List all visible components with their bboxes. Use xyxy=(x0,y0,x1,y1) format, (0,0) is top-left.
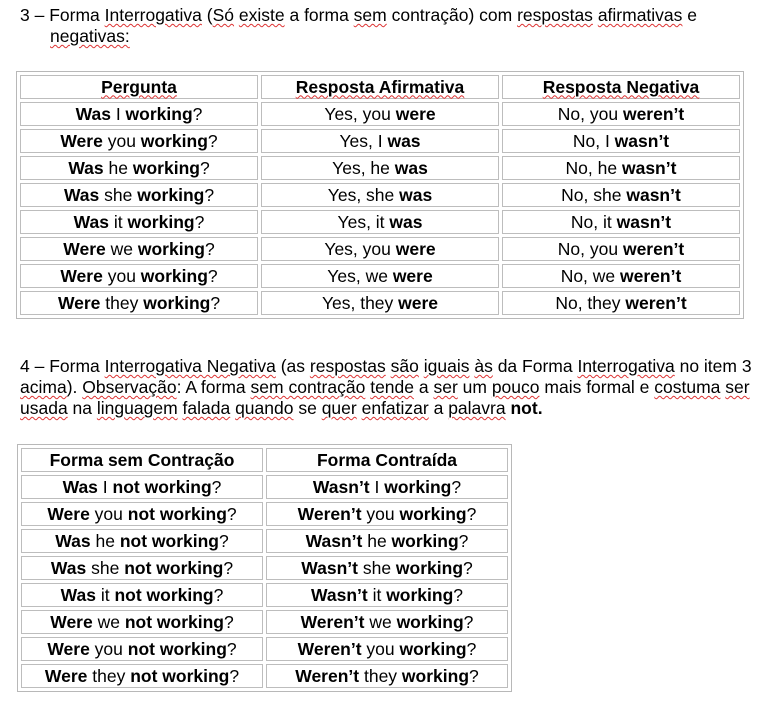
emphasis-word-not: not. xyxy=(510,398,543,418)
punctuation: ? xyxy=(453,584,464,605)
answer-text: Yes, I xyxy=(339,130,388,151)
table-row xyxy=(21,475,508,499)
table-cell xyxy=(20,291,258,315)
table-row xyxy=(21,610,508,634)
verb: Were xyxy=(60,265,103,286)
table-cell xyxy=(502,183,740,207)
header-forma-sem-contracao: Forma sem Contração xyxy=(49,449,235,470)
answer-text: Yes, it xyxy=(337,211,390,232)
answer-verb: was xyxy=(387,130,421,151)
answer-verb: wasn’t xyxy=(626,184,681,205)
spellcheck-word: iguais xyxy=(423,356,470,376)
punctuation: ? xyxy=(463,557,473,578)
header-pergunta: Pergunta xyxy=(101,76,177,97)
header-cell xyxy=(20,75,258,99)
spellcheck-word: às xyxy=(474,356,493,376)
not-working: not working xyxy=(124,557,224,578)
text-fragment: (as xyxy=(275,356,310,376)
pronoun: they xyxy=(100,292,144,313)
not-working: not working xyxy=(112,476,212,497)
spellcheck-word: Interrogativa xyxy=(104,5,202,25)
table-cell xyxy=(502,210,740,234)
table-cell xyxy=(20,183,258,207)
answer-text: No, I xyxy=(572,130,615,151)
verb-ing: working xyxy=(143,292,211,313)
verb-ing: working xyxy=(384,476,452,497)
table-cell xyxy=(502,129,740,153)
answer-text: No, he xyxy=(565,157,622,178)
verb: Was xyxy=(68,157,104,178)
table-cell xyxy=(261,264,499,288)
pronoun: I xyxy=(110,103,126,124)
text-fragment: : A forma xyxy=(176,377,251,397)
answer-text: Yes, he xyxy=(332,157,395,178)
punctuation: ? xyxy=(207,265,218,286)
not-working: not working xyxy=(130,665,230,686)
not-working: not working xyxy=(127,503,227,524)
punctuation: ? xyxy=(226,503,237,524)
spellcheck-word: costuma xyxy=(654,377,721,397)
spellcheck-word: ser xyxy=(433,377,458,397)
not-working: not working xyxy=(124,611,224,632)
pronoun: we xyxy=(105,238,138,259)
answer-verb: were xyxy=(392,265,433,286)
answer-text: No, it xyxy=(570,211,617,232)
answer-verb: was xyxy=(399,184,433,205)
verb: Was xyxy=(55,530,91,551)
text-fragment: 3 – Forma xyxy=(20,5,105,25)
header-cell xyxy=(21,448,263,472)
verb: Were xyxy=(63,238,106,259)
pronoun: I xyxy=(369,476,385,497)
punctuation: ? xyxy=(213,584,224,605)
contracted-verb: Weren’t xyxy=(297,503,362,524)
pronoun: I xyxy=(97,476,113,497)
verb-ing: working xyxy=(132,157,200,178)
header-resposta-afirmativa: Resposta Afirmativa xyxy=(295,76,465,97)
section-3-heading xyxy=(20,5,760,47)
answer-text: Yes, she xyxy=(327,184,400,205)
verb: Was xyxy=(63,184,100,205)
interrogative-table-body xyxy=(20,75,740,315)
table-cell xyxy=(261,183,499,207)
pronoun: you xyxy=(361,638,400,659)
table-row xyxy=(20,291,740,315)
text-fragment: no item 3 xyxy=(674,356,752,376)
answer-verb: wasn’t xyxy=(614,130,670,151)
spellcheck-word: Interrogativa Negativa xyxy=(104,356,276,376)
verb-ing: working xyxy=(140,130,208,151)
spellcheck-word: acima xyxy=(20,377,67,397)
text-fragment: ). xyxy=(66,377,83,397)
spellcheck-word: afirmativas xyxy=(597,5,683,25)
pronoun: it xyxy=(95,584,115,605)
spellcheck-word: tende xyxy=(370,377,414,397)
punctuation: ? xyxy=(194,211,205,232)
punctuation: ? xyxy=(463,611,474,632)
contracted-verb: Wasn’t xyxy=(312,476,370,497)
not-working: not working xyxy=(114,584,214,605)
negative-interrogative-table-body xyxy=(21,448,508,688)
pronoun: it xyxy=(367,584,387,605)
verb: Was xyxy=(50,557,87,578)
pronoun: you xyxy=(89,638,128,659)
table-cell xyxy=(21,637,263,661)
table-row xyxy=(21,556,508,580)
answer-text: No, they xyxy=(555,292,626,313)
verb-ing: working xyxy=(391,530,459,551)
table-cell xyxy=(266,529,508,553)
text-fragment: um xyxy=(457,377,492,397)
text-fragment: se xyxy=(293,398,322,418)
table-cell xyxy=(261,102,499,126)
verb-ing: working xyxy=(137,238,205,259)
pronoun: you xyxy=(102,265,141,286)
spellcheck-word: negativas: xyxy=(50,26,130,46)
spellcheck-word: linguagem xyxy=(96,398,178,418)
text-fragment: mais formal e xyxy=(539,377,655,397)
verb: Was xyxy=(73,211,110,232)
punctuation: ? xyxy=(458,530,469,551)
text-fragment: e xyxy=(682,5,698,25)
contracted-verb: Wasn’t xyxy=(301,557,358,578)
spellcheck-word: Observação xyxy=(82,377,177,397)
table-header-row xyxy=(21,448,508,472)
answer-text: Yes, we xyxy=(327,265,393,286)
table-row xyxy=(20,129,740,153)
verb: Was xyxy=(75,103,111,124)
table-cell xyxy=(21,529,263,553)
header-resposta-negativa: Resposta Negativa xyxy=(542,76,700,97)
table-cell xyxy=(502,264,740,288)
pronoun: you xyxy=(102,130,141,151)
table-cell xyxy=(21,502,263,526)
verb: Were xyxy=(57,292,101,313)
table-cell xyxy=(20,210,258,234)
spellcheck-word: falada xyxy=(182,398,231,418)
spellcheck-word: quer xyxy=(321,398,357,418)
table-cell xyxy=(266,610,508,634)
spellcheck-word: enfatizar xyxy=(361,398,429,418)
verb-ing: working xyxy=(401,665,470,686)
table-cell xyxy=(261,237,499,261)
punctuation: ? xyxy=(192,103,203,124)
punctuation: ? xyxy=(211,476,222,497)
table-row xyxy=(20,264,740,288)
table-cell xyxy=(266,502,508,526)
answer-verb: weren’t xyxy=(622,238,685,259)
text-fragment: ( xyxy=(201,5,213,25)
punctuation: ? xyxy=(466,503,477,524)
pronoun: he xyxy=(362,530,392,551)
verb: Were xyxy=(47,638,90,659)
verb-ing: working xyxy=(125,103,193,124)
punctuation: ? xyxy=(469,665,479,686)
contracted-verb: Wasn’t xyxy=(310,584,368,605)
table-cell xyxy=(502,156,740,180)
table-header-row xyxy=(20,75,740,99)
table-cell xyxy=(20,237,258,261)
verb: Were xyxy=(50,611,93,632)
verb-ing: working xyxy=(399,638,467,659)
verb: Were xyxy=(47,503,90,524)
section-3-line-1 xyxy=(20,5,760,26)
verb: Were xyxy=(60,130,103,151)
punctuation: ? xyxy=(218,530,229,551)
verb-ing: working xyxy=(127,211,195,232)
answer-verb: were xyxy=(395,238,436,259)
spellcheck-word: são xyxy=(390,356,419,376)
table-cell xyxy=(502,237,740,261)
punctuation: ? xyxy=(451,476,462,497)
table-row xyxy=(21,637,508,661)
verb-ing: working xyxy=(395,557,464,578)
punctuation: ? xyxy=(210,292,221,313)
punctuation: ? xyxy=(207,130,218,151)
table-row xyxy=(20,210,740,234)
answer-verb: wasn’t xyxy=(616,211,672,232)
table-row xyxy=(21,502,508,526)
spellcheck-word: palavra xyxy=(448,398,506,418)
interrogative-table xyxy=(16,71,744,319)
table-row xyxy=(21,583,508,607)
punctuation: ? xyxy=(224,611,234,632)
text-fragment: a xyxy=(428,398,449,418)
table-row xyxy=(21,529,508,553)
table-cell xyxy=(261,291,499,315)
table-cell xyxy=(21,475,263,499)
answer-verb: was xyxy=(389,211,423,232)
contracted-verb: Wasn’t xyxy=(305,530,363,551)
verb: Was xyxy=(62,476,98,497)
table-cell xyxy=(21,556,263,580)
answer-text: Yes, they xyxy=(321,292,399,313)
header-forma-contraida: Forma Contraída xyxy=(316,449,458,470)
negative-interrogative-table xyxy=(17,444,512,692)
table-cell xyxy=(20,156,258,180)
verb-ing: working xyxy=(137,184,205,205)
table-cell xyxy=(21,610,263,634)
table-row xyxy=(21,664,508,688)
answer-verb: were xyxy=(398,292,439,313)
table-cell xyxy=(261,210,499,234)
spellcheck-word: quando xyxy=(235,398,294,418)
pronoun: she xyxy=(99,184,138,205)
verb-ing: working xyxy=(399,503,467,524)
table-cell xyxy=(502,102,740,126)
answer-verb: weren’t xyxy=(620,265,682,286)
spellcheck-word: ser xyxy=(725,377,750,397)
verb-ing: working xyxy=(140,265,208,286)
spellcheck-word: pouco xyxy=(491,377,540,397)
punctuation: ? xyxy=(204,238,215,259)
punctuation: ? xyxy=(204,184,215,205)
text-fragment: a xyxy=(414,377,434,397)
answer-verb: were xyxy=(395,103,436,124)
spellcheck-word: sem contração xyxy=(250,377,366,397)
punctuation: ? xyxy=(226,638,237,659)
table-cell xyxy=(261,156,499,180)
verb-ing: working xyxy=(386,584,454,605)
spellcheck-word: Só xyxy=(212,5,235,25)
table-cell xyxy=(266,475,508,499)
pronoun: they xyxy=(87,665,131,686)
not-working: not working xyxy=(119,530,219,551)
text-fragment: contração) com xyxy=(386,5,518,25)
header-cell xyxy=(502,75,740,99)
spellcheck-word: usada xyxy=(20,398,68,418)
table-cell xyxy=(21,664,263,688)
section-3-line-2 xyxy=(20,26,760,47)
pronoun: she xyxy=(357,557,396,578)
table-row xyxy=(20,102,740,126)
table-cell xyxy=(266,556,508,580)
punctuation: ? xyxy=(199,157,210,178)
table-cell xyxy=(266,637,508,661)
pronoun: we xyxy=(92,611,125,632)
verb: Was xyxy=(60,584,96,605)
pronoun: we xyxy=(364,611,397,632)
answer-verb: weren’t xyxy=(622,103,685,124)
punctuation: ? xyxy=(466,638,477,659)
verb-ing: working xyxy=(396,611,464,632)
table-cell xyxy=(502,291,740,315)
table-cell xyxy=(20,264,258,288)
answer-text: No, you xyxy=(557,103,623,124)
header-cell xyxy=(261,75,499,99)
answer-text: No, she xyxy=(561,184,627,205)
pronoun: she xyxy=(86,557,125,578)
answer-verb: was xyxy=(394,157,428,178)
answer-text: No, you xyxy=(557,238,623,259)
contracted-verb: Weren’t xyxy=(295,665,360,686)
text-fragment: a forma xyxy=(284,5,354,25)
pronoun: it xyxy=(109,211,128,232)
text-fragment: na xyxy=(67,398,97,418)
text-fragment: da Forma xyxy=(492,356,578,376)
verb: Were xyxy=(44,665,88,686)
header-cell xyxy=(266,448,508,472)
spellcheck-word: sem xyxy=(353,5,387,25)
text-fragment: 4 – Forma xyxy=(20,356,105,376)
pronoun: you xyxy=(89,503,128,524)
table-cell xyxy=(266,664,508,688)
punctuation: ? xyxy=(223,557,234,578)
section-4-paragraph xyxy=(20,356,760,419)
contracted-verb: Weren’t xyxy=(300,611,365,632)
table-cell xyxy=(21,583,263,607)
contracted-verb: Weren’t xyxy=(297,638,362,659)
spellcheck-word: respostas xyxy=(517,5,593,25)
table-row xyxy=(20,183,740,207)
not-working: not working xyxy=(127,638,227,659)
table-row xyxy=(20,156,740,180)
answer-text: No, we xyxy=(560,265,621,286)
table-cell xyxy=(20,102,258,126)
table-cell xyxy=(266,583,508,607)
spellcheck-word: respostas xyxy=(309,356,386,376)
pronoun: he xyxy=(90,530,120,551)
answer-text: Yes, you xyxy=(324,103,396,124)
table-cell xyxy=(20,129,258,153)
spellcheck-word: Interrogativa xyxy=(577,356,675,376)
spellcheck-word: existe xyxy=(238,5,285,25)
answer-verb: wasn’t xyxy=(621,157,677,178)
pronoun: you xyxy=(361,503,400,524)
punctuation: ? xyxy=(229,665,240,686)
table-row xyxy=(20,237,740,261)
table-cell xyxy=(261,129,499,153)
answer-text: Yes, you xyxy=(324,238,396,259)
answer-verb: weren’t xyxy=(625,292,687,313)
pronoun: he xyxy=(103,157,133,178)
pronoun: they xyxy=(359,665,402,686)
